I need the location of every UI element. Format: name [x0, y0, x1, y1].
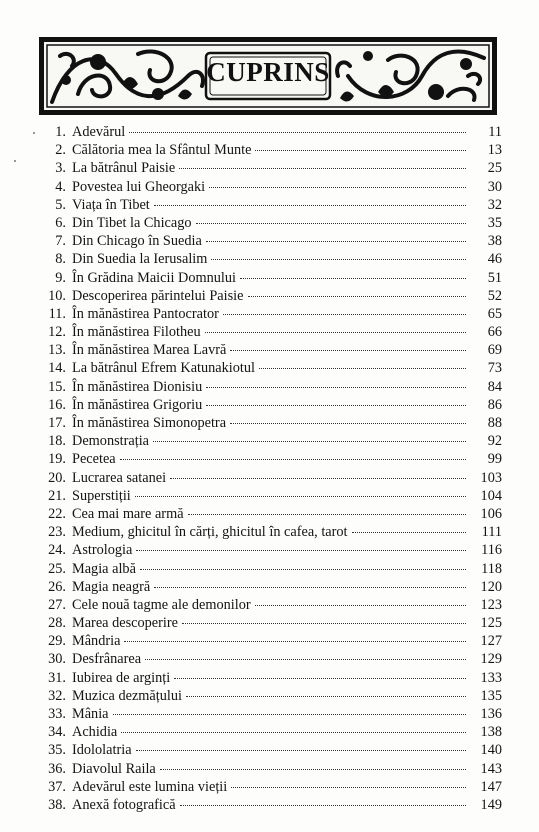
- toc-entry: [40, 596, 502, 614]
- entry-page-number: 13: [487, 142, 502, 159]
- entry-title: La bătrânul Efrem Katunakiotul: [72, 360, 256, 377]
- toc-entry: [40, 359, 502, 377]
- toc-entry: [40, 450, 502, 468]
- entry-title: Astrologia: [72, 542, 133, 559]
- dot-leader: [179, 167, 466, 169]
- toc-entry: [40, 614, 502, 632]
- dot-leader: [145, 658, 466, 660]
- entry-number: 28.: [48, 615, 66, 632]
- dot-leader: [170, 477, 466, 479]
- dot-leader: [129, 131, 466, 133]
- entry-page-number: 140: [480, 742, 502, 759]
- toc-entry: [40, 378, 502, 396]
- toc-entry: [40, 632, 502, 650]
- entry-title: Desfrânarea: [72, 651, 142, 668]
- dot-leader: [223, 313, 466, 315]
- entry-number: 35.: [48, 742, 66, 759]
- entry-number: 5.: [55, 196, 66, 213]
- dot-leader: [259, 367, 466, 369]
- toc-entry: [40, 778, 502, 796]
- toc-entry: [40, 669, 502, 687]
- entry-title: Descoperirea părintelui Paisie: [72, 287, 244, 304]
- dot-leader: [205, 331, 466, 333]
- entry-number: 12.: [48, 324, 66, 341]
- dot-leader: [255, 149, 466, 151]
- dot-leader: [206, 404, 466, 406]
- entry-number: 11.: [48, 305, 66, 322]
- entry-number: 20.: [48, 469, 66, 486]
- dot-leader: [154, 586, 466, 588]
- toc-entry: [40, 796, 502, 814]
- toc-entry: [40, 505, 502, 523]
- entry-number: 22.: [48, 505, 66, 522]
- dot-leader: [136, 549, 466, 551]
- entry-title: Demonstrația: [72, 433, 150, 450]
- entry-title: Muzica dezmățului: [72, 687, 182, 704]
- entry-title: Mândria: [72, 633, 121, 650]
- entry-number: 10.: [48, 287, 66, 304]
- entry-title: Din Chicago în Suedia: [72, 233, 202, 250]
- entry-page-number: 138: [480, 724, 502, 741]
- dot-leader: [209, 186, 466, 188]
- entry-page-number: 25: [487, 160, 502, 177]
- entry-page-number: 32: [487, 196, 502, 213]
- entry-number: 7.: [55, 233, 66, 250]
- entry-title: Iubirea de arginți: [72, 669, 171, 686]
- toc-entry: [40, 250, 502, 268]
- dot-leader: [211, 258, 466, 260]
- entry-page-number: 125: [480, 615, 502, 632]
- toc-entry: [40, 741, 502, 759]
- entry-title: La bătrânul Paisie: [72, 160, 176, 177]
- toc-entry: [40, 687, 502, 705]
- entry-page-number: 66: [487, 324, 502, 341]
- entry-page-number: 38: [487, 233, 502, 250]
- entry-page-number: 111: [481, 524, 502, 541]
- entry-title: Cele nouă tagme ale demonilor: [72, 596, 251, 613]
- entry-title: Superstiții: [72, 487, 131, 504]
- dot-leader: [206, 386, 466, 388]
- dot-leader: [206, 240, 466, 242]
- entry-number: 19.: [48, 451, 66, 468]
- toc-entry: [40, 141, 502, 159]
- dot-leader: [231, 786, 466, 788]
- table-of-contents: [40, 123, 502, 814]
- entry-title: Anexă fotografică: [72, 796, 176, 813]
- entry-page-number: 51: [487, 269, 502, 286]
- entry-title: În mănăstirea Simonopetra: [72, 415, 227, 431]
- entry-number: 9.: [55, 269, 66, 286]
- entry-title: În mănăstirea Filotheu: [72, 324, 201, 341]
- entry-page-number: 136: [480, 706, 502, 722]
- entry-title: Cea mai mare armă: [72, 505, 184, 522]
- entry-number: 23.: [48, 524, 66, 541]
- entry-page-number: 92: [487, 433, 502, 450]
- entry-number: 8.: [55, 251, 66, 268]
- entry-title: Marea descoperire: [72, 615, 178, 632]
- toc-entry: [40, 723, 502, 741]
- entry-page-number: 88: [487, 415, 502, 431]
- dot-leader: [113, 713, 466, 715]
- dot-leader: [124, 640, 466, 642]
- entry-title: Achidia: [72, 724, 118, 741]
- dot-leader: [196, 222, 466, 224]
- toc-entry: [40, 159, 502, 177]
- toc-entry: [40, 560, 502, 578]
- scan-speck: [33, 132, 35, 134]
- entry-page-number: 84: [487, 378, 502, 395]
- entry-number: 13.: [48, 342, 66, 359]
- entry-title: În mănăstirea Dionisiu: [72, 378, 203, 395]
- entry-page-number: 46: [487, 251, 502, 268]
- toc-entry: [40, 705, 502, 723]
- entry-number: 34.: [48, 724, 66, 741]
- entry-page-number: 129: [480, 651, 502, 668]
- entry-title: În Grădina Maicii Domnului: [72, 269, 236, 286]
- dot-leader: [240, 277, 466, 279]
- entry-number: 6.: [55, 214, 66, 231]
- entry-number: 38.: [48, 796, 66, 813]
- entry-page-number: 11: [488, 124, 502, 140]
- toc-entry: [40, 432, 502, 450]
- entry-page-number: 30: [487, 178, 502, 195]
- entry-page-number: 52: [487, 287, 502, 304]
- entry-number: 31.: [48, 669, 66, 686]
- toc-entry: [40, 487, 502, 505]
- dot-leader: [182, 622, 466, 624]
- toc-entry: [40, 178, 502, 196]
- toc-entry: [40, 541, 502, 559]
- entry-title: Din Suedia la Ierusalim: [72, 251, 208, 268]
- dot-leader: [154, 204, 466, 206]
- entry-title: Adevărul este lumina vieții: [72, 778, 228, 795]
- toc-entry: [40, 396, 502, 414]
- entry-page-number: 143: [480, 760, 502, 777]
- dot-leader: [230, 349, 466, 351]
- entry-page-number: 147: [480, 778, 502, 795]
- entry-page-number: 133: [480, 669, 502, 686]
- entry-page-number: 65: [487, 305, 502, 322]
- entry-title: Adevărul: [72, 124, 126, 140]
- toc-entry: [40, 305, 502, 323]
- toc-entry: [40, 650, 502, 668]
- dot-leader: [186, 695, 466, 697]
- entry-number: 36.: [48, 760, 66, 777]
- scan-speck: [14, 160, 16, 162]
- dot-leader: [136, 749, 466, 751]
- toc-entry: [40, 287, 502, 305]
- entry-number: 30.: [48, 651, 66, 668]
- entry-title: Povestea lui Gheorgaki: [72, 178, 206, 195]
- entry-title: Magia neagră: [72, 578, 151, 595]
- entry-number: 32.: [48, 687, 66, 704]
- toc-entry: [40, 232, 502, 250]
- entry-number: 27.: [48, 596, 66, 613]
- entry-page-number: 86: [487, 396, 502, 413]
- entry-number: 4.: [55, 178, 66, 195]
- entry-page-number: 118: [481, 560, 502, 577]
- entry-number: 37.: [48, 778, 66, 795]
- toc-entry: [40, 196, 502, 214]
- dot-leader: [121, 731, 466, 733]
- entry-title: În mănăstirea Pantocrator: [72, 305, 219, 322]
- dot-leader: [180, 804, 466, 806]
- dot-leader: [153, 440, 466, 442]
- entry-page-number: 104: [480, 487, 502, 504]
- entry-title: În mănăstirea Marea Lavră: [72, 342, 227, 359]
- entry-title: Lucrarea satanei: [72, 469, 167, 486]
- entry-page-number: 116: [481, 542, 502, 559]
- dot-leader: [160, 768, 466, 770]
- dot-leader: [230, 422, 466, 424]
- entry-page-number: 73: [487, 360, 502, 377]
- toc-entry: [40, 214, 502, 232]
- entry-number: 15.: [48, 378, 66, 395]
- toc-entry: [40, 414, 502, 432]
- entry-page-number: 135: [480, 687, 502, 704]
- entry-title: Viața în Tibet: [72, 196, 150, 213]
- dot-leader: [120, 458, 466, 460]
- entry-number: 14.: [48, 360, 66, 377]
- entry-number: 26.: [48, 578, 66, 595]
- entry-title: Pecetea: [72, 451, 116, 468]
- entry-page-number: 149: [480, 796, 502, 813]
- dot-leader: [352, 531, 466, 533]
- entry-page-number: 35: [487, 214, 502, 231]
- dot-leader: [174, 677, 466, 679]
- entry-number: 18.: [48, 433, 66, 450]
- dot-leader: [135, 495, 466, 497]
- entry-title: Idololatria: [72, 742, 132, 759]
- toc-entry: [40, 469, 502, 487]
- toc-entry: [40, 341, 502, 359]
- toc-entry: [40, 323, 502, 341]
- entry-number: 16.: [48, 396, 66, 413]
- entry-title: În mănăstirea Grigoriu: [72, 396, 203, 413]
- entry-page-number: 127: [480, 633, 502, 650]
- toc-entry: [40, 578, 502, 596]
- entry-title: Din Tibet la Chicago: [72, 214, 192, 231]
- toc-entry: [40, 760, 502, 778]
- entry-number: 29.: [48, 633, 66, 650]
- dot-leader: [248, 295, 467, 297]
- entry-number: 25.: [48, 560, 66, 577]
- entry-number: 21.: [48, 487, 66, 504]
- entry-page-number: 120: [480, 578, 502, 595]
- entry-title: Magia albă: [72, 560, 136, 577]
- entry-number: 3.: [55, 160, 66, 177]
- entry-page-number: 69: [487, 342, 502, 359]
- entry-number: 1.: [55, 124, 66, 140]
- toc-entry: [40, 269, 502, 287]
- entry-number: 2.: [55, 142, 66, 159]
- entry-number: 17.: [48, 415, 66, 431]
- header-banner: [38, 36, 498, 116]
- entry-number: 24.: [48, 542, 66, 559]
- toc-entry: [40, 523, 502, 541]
- dot-leader: [255, 604, 466, 606]
- entry-title: Mânia: [72, 706, 109, 722]
- page-title: CUPRINS: [206, 57, 330, 87]
- entry-title: Diavolul Raila: [72, 760, 156, 777]
- entry-title: Călătoria mea la Sfântul Munte: [72, 142, 252, 159]
- entry-number: 33.: [48, 706, 66, 722]
- entry-page-number: 103: [480, 469, 502, 486]
- dot-leader: [188, 513, 466, 515]
- toc-entry: [40, 123, 502, 141]
- entry-page-number: 99: [487, 451, 502, 468]
- entry-page-number: 123: [480, 596, 502, 613]
- entry-page-number: 106: [480, 505, 502, 522]
- entry-title: Medium, ghicitul în cărți, ghicitul în cafea, tarot: [72, 524, 348, 541]
- dot-leader: [140, 568, 466, 570]
